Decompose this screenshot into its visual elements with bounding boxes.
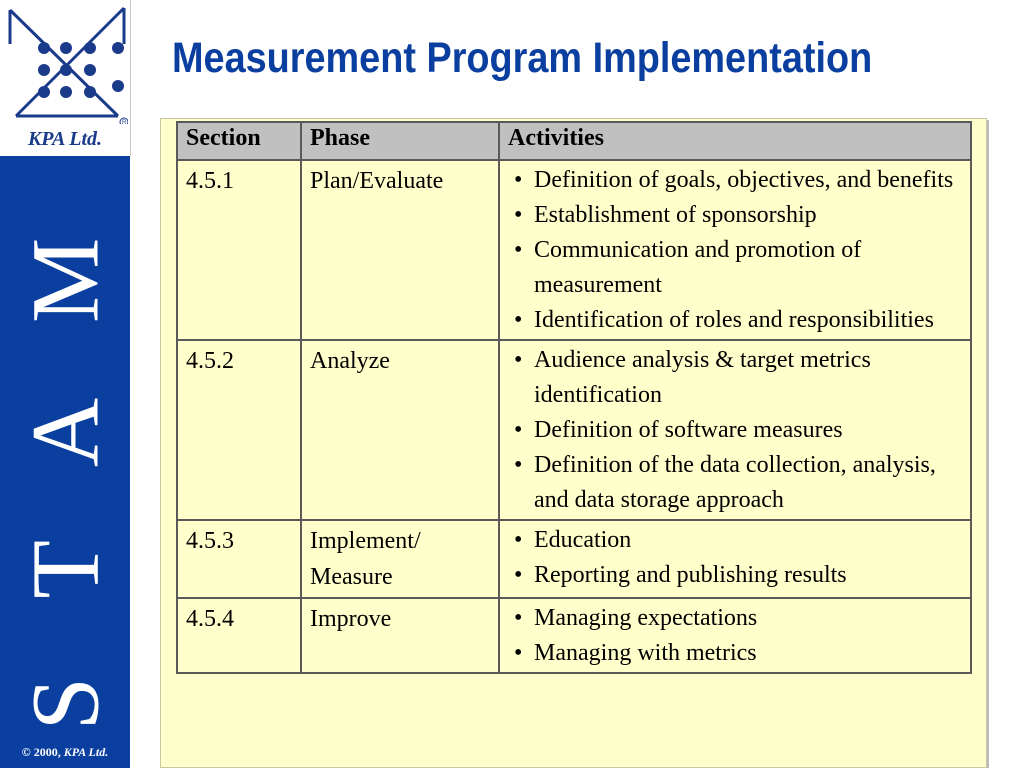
- stam-vertical-text: S T A M: [11, 209, 119, 731]
- phase-cell: Implement/ Measure: [301, 520, 499, 598]
- list-item: • Definition of the data collection, analysis, and data storage approach: [514, 452, 936, 513]
- list-item: • Reporting and publishing results: [514, 562, 847, 588]
- list-item: • Communication and promotion of measurement: [514, 237, 862, 298]
- phase-cell: Improve: [301, 598, 499, 673]
- list-item: • Managing with metrics: [514, 640, 757, 666]
- list-item: • Establishment of sponsorship: [514, 202, 817, 228]
- page-title: Measurement Program Implementation: [172, 34, 873, 82]
- table-header-row: [177, 122, 971, 160]
- list-item: • Definition of software measures: [514, 417, 843, 443]
- svg-text:R: R: [122, 120, 127, 124]
- list-item: • Audience analysis & target metrics identification: [514, 347, 871, 408]
- list-item: • Managing expectations: [514, 605, 758, 631]
- table-row: [177, 160, 971, 340]
- header-section: Section: [177, 122, 301, 160]
- list-item: • Identification of roles and responsibilities: [514, 307, 934, 333]
- activities-cell: [499, 340, 971, 520]
- phase-cell: Plan/Evaluate: [301, 160, 499, 340]
- section-cell: 4.5.3: [177, 520, 301, 598]
- phase-cell: Analyze: [301, 340, 499, 520]
- table-row: [177, 520, 971, 598]
- kpa-logo-icon: [6, 4, 128, 124]
- logo-text: KPA Ltd.: [27, 128, 103, 150]
- table-row: [177, 598, 971, 673]
- logo: [0, 0, 131, 156]
- header-activities: Activities: [499, 122, 971, 160]
- list-item: • Education: [514, 527, 632, 553]
- section-cell: 4.5.2: [177, 340, 301, 520]
- activities-cell: [499, 520, 971, 598]
- list-item: • Definition of goals, objectives, and benefits: [514, 167, 954, 193]
- header-phase: Phase: [301, 122, 499, 160]
- section-cell: 4.5.4: [177, 598, 301, 673]
- implementation-table: [176, 121, 972, 674]
- table-row: [177, 340, 971, 520]
- section-cell: 4.5.1: [177, 160, 301, 340]
- activities-cell: [499, 598, 971, 673]
- copyright: © 2000, KPA Ltd.: [21, 745, 109, 759]
- activities-cell: [499, 160, 971, 340]
